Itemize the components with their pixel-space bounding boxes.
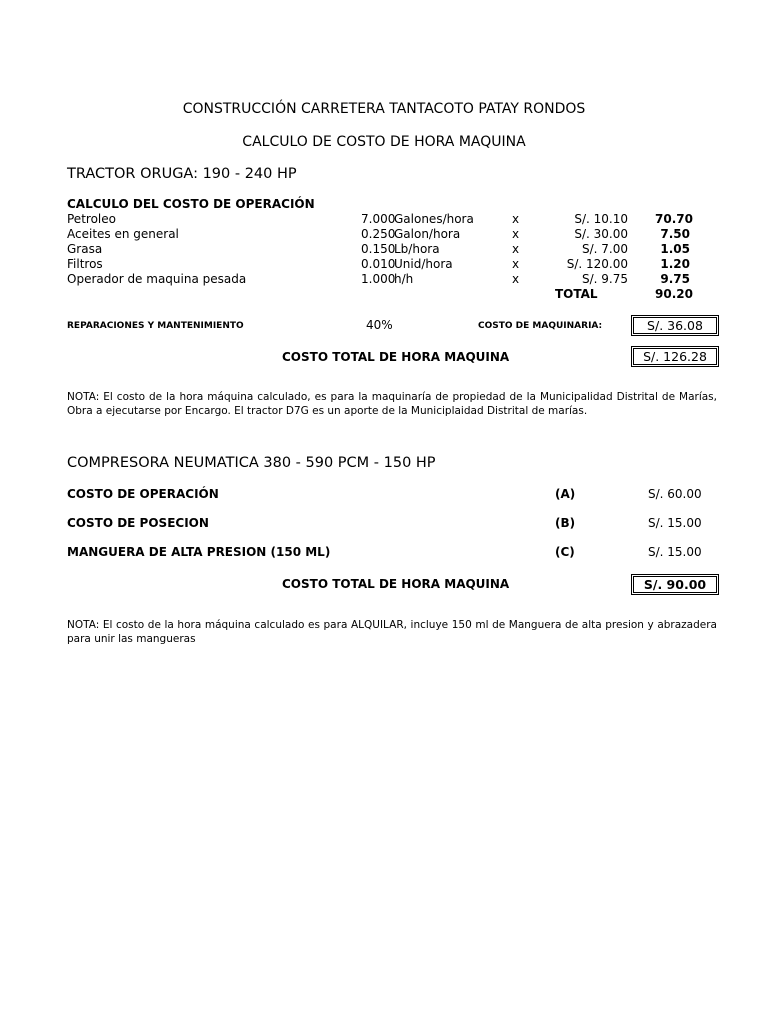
item-quantity: 7.000	[361, 212, 396, 226]
machinery-cost-label: COSTO DE MAQUINARIA:	[478, 321, 603, 331]
item-unit: h/h	[394, 272, 414, 286]
multiply-sign: x	[512, 242, 520, 256]
multiply-sign: x	[512, 272, 520, 286]
item-total: 9.75	[660, 272, 690, 286]
item-quantity: 1.000	[361, 272, 396, 286]
multiply-sign: x	[512, 257, 520, 271]
item-unit: Unid/hora	[394, 257, 453, 271]
item-total: 7.50	[660, 227, 690, 241]
item-quantity: 0.150	[361, 242, 396, 256]
machinery-cost-value: S/. 36.08	[633, 317, 717, 334]
multiply-sign: x	[512, 212, 520, 226]
cost-value: S/. 15.00	[648, 516, 702, 530]
hour-total-value: S/. 126.28	[633, 348, 717, 365]
total-value: 90.20	[655, 287, 693, 301]
cost-value: S/. 15.00	[648, 545, 702, 559]
document-subtitle: CALCULO DE COSTO DE HORA MAQUINA	[242, 134, 526, 150]
item-name: Petroleo	[67, 212, 116, 226]
item-total: 1.20	[660, 257, 690, 271]
operation-cost-heading: CALCULO DEL COSTO DE OPERACIÓN	[67, 197, 315, 211]
item-name: Grasa	[67, 242, 103, 256]
repairs-percentage: 40%	[366, 318, 393, 332]
tractor-section-title: TRACTOR ORUGA: 190 - 240 HP	[67, 166, 297, 182]
compressor-hour-total-label: COSTO TOTAL DE HORA MAQUINA	[282, 577, 510, 591]
item-name: Operador de maquina pesada	[67, 272, 247, 286]
item-quantity: 0.010	[361, 257, 396, 271]
item-price: S/. 10.10	[574, 212, 628, 226]
cost-label: COSTO DE OPERACIÓN	[67, 487, 219, 501]
repairs-label: REPARACIONES Y MANTENIMIENTO	[67, 321, 244, 331]
tractor-note: NOTA: El costo de la hora máquina calculado, es para la maquinaría de propiedad de la Municipalidad Distrital de Marías, Obra a ejecutarse por Encargo. El tractor D7G es un aporte de la Municiplaidad Distrital de marías.	[67, 391, 717, 417]
item-quantity: 0.250	[361, 227, 396, 241]
item-price: S/. 120.00	[566, 257, 628, 271]
item-name: Filtros	[67, 257, 103, 271]
cost-code: (C)	[555, 545, 575, 559]
item-unit: Galon/hora	[394, 227, 461, 241]
multiply-sign: x	[512, 227, 520, 241]
hour-total-label: COSTO TOTAL DE HORA MAQUINA	[282, 350, 510, 364]
cost-value: S/. 60.00	[648, 487, 702, 501]
cost-label: COSTO DE POSECION	[67, 516, 209, 530]
item-unit: Galones/hora	[394, 212, 474, 226]
cost-code: (B)	[555, 516, 576, 530]
cost-code: (A)	[555, 487, 576, 501]
compressor-note: NOTA: El costo de la hora máquina calculado es para ALQUILAR, incluye 150 ml de Manguera de alta presion y abrazadera para unir las mangueras	[67, 619, 717, 645]
document-title: CONSTRUCCIÓN CARRETERA TANTACOTO PATAY RONDOS	[182, 101, 586, 117]
item-price: S/. 30.00	[574, 227, 628, 241]
item-total: 70.70	[655, 212, 693, 226]
compressor-hour-total-value: S/. 90.00	[633, 576, 717, 593]
total-label: TOTAL	[555, 287, 598, 301]
item-unit: Lb/hora	[394, 242, 440, 256]
compressor-section-title: COMPRESORA NEUMATICA 380 - 590 PCM - 150 HP	[67, 455, 436, 471]
item-price: S/. 7.00	[581, 242, 628, 256]
item-total: 1.05	[660, 242, 690, 256]
item-name: Aceites en general	[67, 227, 179, 241]
cost-label: MANGUERA DE ALTA PRESION (150 ML)	[67, 545, 331, 559]
item-price: S/. 9.75	[581, 272, 628, 286]
